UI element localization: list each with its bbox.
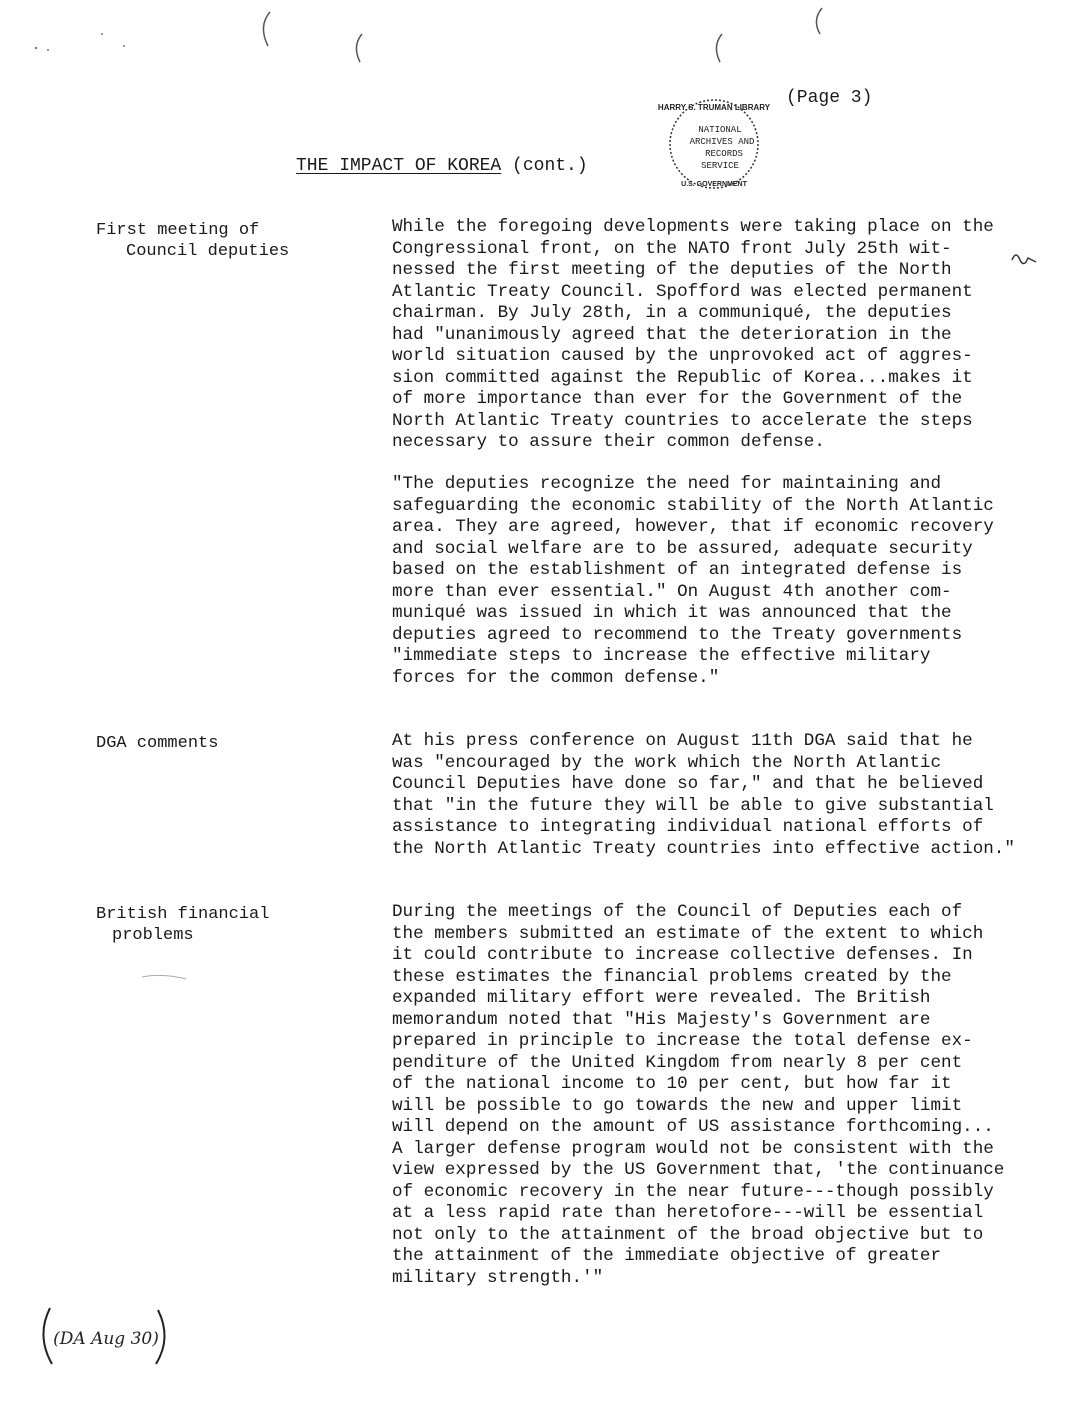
stamp-line2: NATIONAL [698, 125, 742, 135]
paragraph: At his press conference on August 11th DGA said that he was "encouraged by the work which the North Atlantic Council Deputies have done so far," and that he believed that "in the future they will be able to give substantial assistance to integrating individual national efforts of the North Atlantic Treaty countries into effective action." [392, 731, 1015, 859]
margin-scribble [1010, 248, 1040, 268]
page-number: (Page 3) [786, 88, 873, 108]
heading-line: problems [112, 926, 194, 945]
section-heading-dga-comments [96, 733, 218, 754]
heading-line: British financial [96, 905, 270, 924]
title-suffix: (cont.) [501, 156, 588, 176]
paragraph: While the foregoing developments were taking place on the Congressional front, on the NATO front July 25th wit- nessed the first meeting of the deputies of the North Atlantic Treaty Council. Spofford was elected permanent chairman. By July 28th, in a communiqué, the deputies had "unanimously agreed that the deterioration in the world situation caused by the unprovoked act of aggres- sion committed against the Republic of Korea...makes it of more importance than ever for the Government of the North Atlantic Treaty countries to accelerate the steps necessary to assure their common defense. [392, 217, 994, 452]
section-heading-british-financial [96, 904, 269, 946]
heading-line: Council deputies [126, 242, 290, 261]
stamp-line5: SERVICE [701, 161, 739, 171]
stamp-line3: ARCHIVES AND [689, 137, 755, 147]
section-heading-council-deputies [96, 220, 289, 262]
paragraph: During the meetings of the Council of Deputies each of the members submitted an estimate of the extent to which it could contribute to increase collective defenses. In these estimates the financial problems created by the expanded military effort were revealed. The British memorandum noted that "His Majesty's Government are prepared in principle to increase the total defense ex- penditure of the United Kingdom from nearly 8 per cent of the national income to 10 per cent, but how far it will be possible to go towards the new and upper limit will depend on the amount of US assistance forthcoming... A larger defense program would not be consistent with the view expressed by the US Government that, 'the continuance of economic recovery in the near future---though possibly at a less rapid rate than heretofore---will be essential not only to the attainment of the broad objective but to the attainment of the immediate objective of greater military strength.'" [392, 902, 1005, 1288]
top-edge-marks [0, 0, 1084, 70]
archives-stamp [650, 98, 778, 190]
stamp-line6: U.S. GOVERNMENT [681, 181, 747, 188]
pencil-dash [140, 972, 190, 982]
page-title [296, 156, 588, 176]
stamp-line1: HARRY S. TRUMAN LIBRARY [657, 103, 771, 112]
heading-line: DGA comments [96, 734, 219, 753]
stamp-line4: RECORDS [705, 149, 743, 159]
paragraph: "The deputies recognize the need for maintaining and safeguarding the economic stability of the North Atlantic area. They are agreed, however, that if economic recovery and social welfare are to be assured, adequate security based on the establishment of an integrated defense is more than ever essential." On August 4th another com- muniqué was issued in which it was announced that the deputies agreed to recommend to the Treaty governments "immediate steps to increase the effective military forces for the common defense." [392, 474, 994, 688]
heading-line: First meeting of [96, 221, 260, 240]
handwritten-note [40, 1300, 180, 1370]
handwritten-note-text: (DA Aug 30) [53, 1329, 159, 1349]
title-main: THE IMPACT OF KOREA [296, 156, 502, 176]
